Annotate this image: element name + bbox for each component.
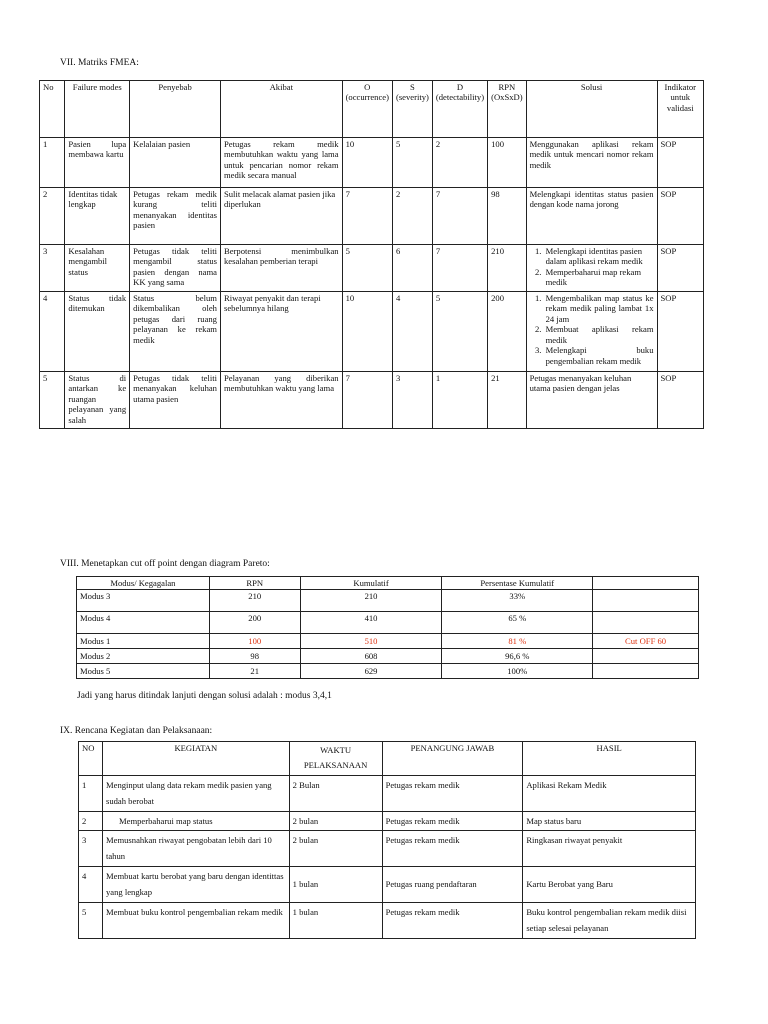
pareto-kumulatif: 410 xyxy=(300,612,442,634)
pareto-modus: Modus 1 xyxy=(77,634,210,649)
pareto-header-row xyxy=(77,577,699,590)
rencana-kegiatan-table xyxy=(78,741,696,939)
fmea-d: 5 xyxy=(432,292,487,372)
fmea-o: 10 xyxy=(342,138,392,188)
fmea-solusi xyxy=(526,245,657,292)
fmea-s: 2 xyxy=(392,188,432,245)
rk-pj: Petugas rekam medik xyxy=(382,830,523,866)
col-severity: S (severity) xyxy=(392,81,432,138)
solusi-item: 2. Memperbaharui map rekam medik xyxy=(544,267,654,288)
rk-kegiatan: Menginput ulang data rekam medik pasien yang sudah berobat xyxy=(102,775,289,811)
rk-no: 1 xyxy=(79,775,103,811)
fmea-indikator: SOP xyxy=(657,245,703,292)
pareto-kumulatif: 210 xyxy=(300,590,442,612)
fmea-cause: Status belum dikembalikan oleh petugas dari ruang pelayanan ke rekam medik xyxy=(130,292,221,372)
pareto-rpn: 200 xyxy=(209,612,300,634)
solusi-item: 1. Mengembalikan map status ke rekam medik paling lambat 1x 24 jam xyxy=(544,293,654,324)
pareto-rpn: 98 xyxy=(209,649,300,664)
col-no: NO xyxy=(79,742,103,776)
pareto-modus: Modus 3 xyxy=(77,590,210,612)
rk-waktu: 1 bulan xyxy=(289,902,382,938)
fmea-o: 7 xyxy=(342,372,392,429)
fmea-table xyxy=(39,80,704,429)
fmea-cause: Petugas rekam medik kurang teliti menanyakan identitas pasien xyxy=(130,188,221,245)
rk-pj: Petugas rekam medik xyxy=(382,902,523,938)
fmea-d: 2 xyxy=(432,138,487,188)
fmea-cause: Petugas tidak teliti menanyakan keluhan utama pasien xyxy=(130,372,221,429)
col-rpn: RPN xyxy=(209,577,300,590)
col-solusi: Solusi xyxy=(526,81,657,138)
col-failure-modes: Failure modes xyxy=(65,81,130,138)
pareto-conclusion: Jadi yang harus ditindak lanjuti dengan solusi adalah : modus 3,4,1 xyxy=(77,691,332,701)
pareto-modus: Modus 2 xyxy=(77,649,210,664)
fmea-row xyxy=(40,245,704,292)
rk-kegiatan: Membuat buku kontrol pengembalian rekam medik xyxy=(102,902,289,938)
fmea-solusi: Melengkapi identitas status pasien dengan kode nama jorong xyxy=(526,188,657,245)
fmea-rpn: 98 xyxy=(488,188,527,245)
pareto-kumulatif: 608 xyxy=(300,649,442,664)
col-kegiatan: KEGIATAN xyxy=(102,742,289,776)
col-kumulatif: Kumulatif xyxy=(300,577,442,590)
cut-off-label: Cut OFF 60 xyxy=(593,634,699,649)
solusi-item: 2. Membuat aplikasi rekam medik xyxy=(544,324,654,345)
fmea-indikator: SOP xyxy=(657,138,703,188)
fmea-cause: Petugas tidak teliti mengambil status pasien dengan nama KK yang sama xyxy=(130,245,221,292)
section-8-heading: VIII. Menetapkan cut off point dengan diagram Pareto: xyxy=(60,559,270,569)
col-penyebab: Penyebab xyxy=(130,81,221,138)
col-waktu: WAKTU PELAKSANAAN xyxy=(289,742,382,776)
col-persentase: Persentase Kumulatif xyxy=(442,577,593,590)
col-modus: Modus/ Kegagalan xyxy=(77,577,210,590)
pareto-rpn: 21 xyxy=(209,664,300,679)
fmea-no: 4 xyxy=(40,292,65,372)
col-note xyxy=(593,577,699,590)
fmea-effect: Berpotensi menimbulkan kesalahan pemberian terapi xyxy=(220,245,342,292)
col-detectability: D (detectability) xyxy=(432,81,487,138)
pareto-rpn: 210 xyxy=(209,590,300,612)
pareto-row-cutoff xyxy=(77,634,699,649)
pareto-note xyxy=(593,590,699,612)
pareto-persentase: 65 % xyxy=(442,612,593,634)
fmea-effect: Pelayanan yang diberikan membutuhkan waktu yang lama xyxy=(220,372,342,429)
pareto-modus: Modus 4 xyxy=(77,612,210,634)
col-penanggung-jawab: PENANGUNG JAWAB xyxy=(382,742,523,776)
rk-pj: Petugas rekam medik xyxy=(382,811,523,830)
fmea-indikator: SOP xyxy=(657,372,703,429)
pareto-row xyxy=(77,590,699,612)
fmea-effect: Petugas rekam medik membutuhkan waktu yang lama untuk pencarian nomor rekam medik secara manual xyxy=(220,138,342,188)
pareto-row xyxy=(77,664,699,679)
fmea-rpn: 200 xyxy=(488,292,527,372)
section-9-heading: IX. Rencana Kegiatan dan Pelaksanaan: xyxy=(60,726,213,736)
rk-hasil: Buku kontrol pengembalian rekam medik diisi setiap selesai pelayanan xyxy=(523,902,696,938)
rk-no: 2 xyxy=(79,811,103,830)
fmea-indikator: SOP xyxy=(657,188,703,245)
pareto-row xyxy=(77,612,699,634)
rk-row xyxy=(79,811,696,830)
rk-row xyxy=(79,775,696,811)
col-occurrence: O (occurrence) xyxy=(342,81,392,138)
fmea-cause: Kelalaian pasien xyxy=(130,138,221,188)
rk-waktu: 2 bulan xyxy=(289,811,382,830)
fmea-o: 5 xyxy=(342,245,392,292)
fmea-s: 5 xyxy=(392,138,432,188)
rk-hasil: Ringkasan riwayat penyakit xyxy=(523,830,696,866)
fmea-failure: Identitas tidak lengkap xyxy=(65,188,130,245)
rk-hasil: Aplikasi Rekam Medik xyxy=(523,775,696,811)
fmea-no: 2 xyxy=(40,188,65,245)
rk-no: 4 xyxy=(79,866,103,902)
fmea-solusi: Menggunakan aplikasi rekam medik untuk mencari nomor rekam medik xyxy=(526,138,657,188)
col-indikator: Indikator untuk validasi xyxy=(657,81,703,138)
solusi-item: 3. Melengkapi buku pengembalian rekam medik xyxy=(544,345,654,366)
fmea-rpn: 210 xyxy=(488,245,527,292)
fmea-effect: Sulit melacak alamat pasien jika diperlukan xyxy=(220,188,342,245)
fmea-d: 1 xyxy=(432,372,487,429)
fmea-row xyxy=(40,188,704,245)
rk-waktu: 1 bulan xyxy=(289,866,382,902)
fmea-solusi xyxy=(526,292,657,372)
pareto-table xyxy=(76,576,699,679)
pareto-kumulatif: 510 xyxy=(300,634,442,649)
pareto-row xyxy=(77,649,699,664)
fmea-s: 6 xyxy=(392,245,432,292)
pareto-rpn: 100 xyxy=(209,634,300,649)
pareto-note xyxy=(593,664,699,679)
rk-waktu: 2 Bulan xyxy=(289,775,382,811)
fmea-no: 1 xyxy=(40,138,65,188)
rk-no: 3 xyxy=(79,830,103,866)
fmea-o: 7 xyxy=(342,188,392,245)
fmea-d: 7 xyxy=(432,188,487,245)
fmea-indikator: SOP xyxy=(657,292,703,372)
col-no: No xyxy=(40,81,65,138)
pareto-note xyxy=(593,649,699,664)
solusi-item: 1. Melengkapi identitas pasien dalam aplikasi rekam medik xyxy=(544,246,654,267)
fmea-solusi: Petugas menanyakan keluhan utama pasien dengan jelas xyxy=(526,372,657,429)
rk-kegiatan: Memusnahkan riwayat pengobatan lebih dari 10 tahun xyxy=(102,830,289,866)
pareto-persentase: 100% xyxy=(442,664,593,679)
fmea-header-row xyxy=(40,81,704,138)
fmea-o: 10 xyxy=(342,292,392,372)
col-hasil: HASIL xyxy=(523,742,696,776)
rk-row xyxy=(79,830,696,866)
fmea-row xyxy=(40,292,704,372)
rk-kegiatan: Memperbaharui map status xyxy=(102,811,289,830)
pareto-note xyxy=(593,612,699,634)
fmea-row xyxy=(40,372,704,429)
fmea-row xyxy=(40,138,704,188)
fmea-rpn: 21 xyxy=(488,372,527,429)
rk-header-row xyxy=(79,742,696,776)
rk-pj: Petugas ruang pendaftaran xyxy=(382,866,523,902)
rk-row xyxy=(79,866,696,902)
fmea-rpn: 100 xyxy=(488,138,527,188)
fmea-s: 3 xyxy=(392,372,432,429)
pareto-kumulatif: 629 xyxy=(300,664,442,679)
col-akibat: Akibat xyxy=(220,81,342,138)
fmea-d: 7 xyxy=(432,245,487,292)
pareto-modus: Modus 5 xyxy=(77,664,210,679)
pareto-persentase: 33% xyxy=(442,590,593,612)
fmea-failure: Kesalahan mengambil status xyxy=(65,245,130,292)
rk-hasil: Kartu Berobat yang Baru xyxy=(523,866,696,902)
fmea-effect: Riwayat penyakit dan terapi sebelumnya hilang xyxy=(220,292,342,372)
col-rpn: RPN (OxSxD) xyxy=(488,81,527,138)
rk-row xyxy=(79,902,696,938)
fmea-s: 4 xyxy=(392,292,432,372)
fmea-failure: Pasien lupa membawa kartu xyxy=(65,138,130,188)
rk-pj: Petugas rekam medik xyxy=(382,775,523,811)
fmea-no: 5 xyxy=(40,372,65,429)
pareto-persentase: 96,6 % xyxy=(442,649,593,664)
rk-waktu: 2 bulan xyxy=(289,830,382,866)
pareto-persentase: 81 % xyxy=(442,634,593,649)
fmea-failure: Status di antarkan ke ruangan pelayanan yang salah xyxy=(65,372,130,429)
rk-hasil: Map status baru xyxy=(523,811,696,830)
section-7-heading: VII. Matriks FMEA: xyxy=(60,58,139,68)
fmea-failure: Status tidak ditemukan xyxy=(65,292,130,372)
rk-no: 5 xyxy=(79,902,103,938)
rk-kegiatan: Membuat kartu berobat yang baru dengan identittas yang lengkap xyxy=(102,866,289,902)
fmea-no: 3 xyxy=(40,245,65,292)
